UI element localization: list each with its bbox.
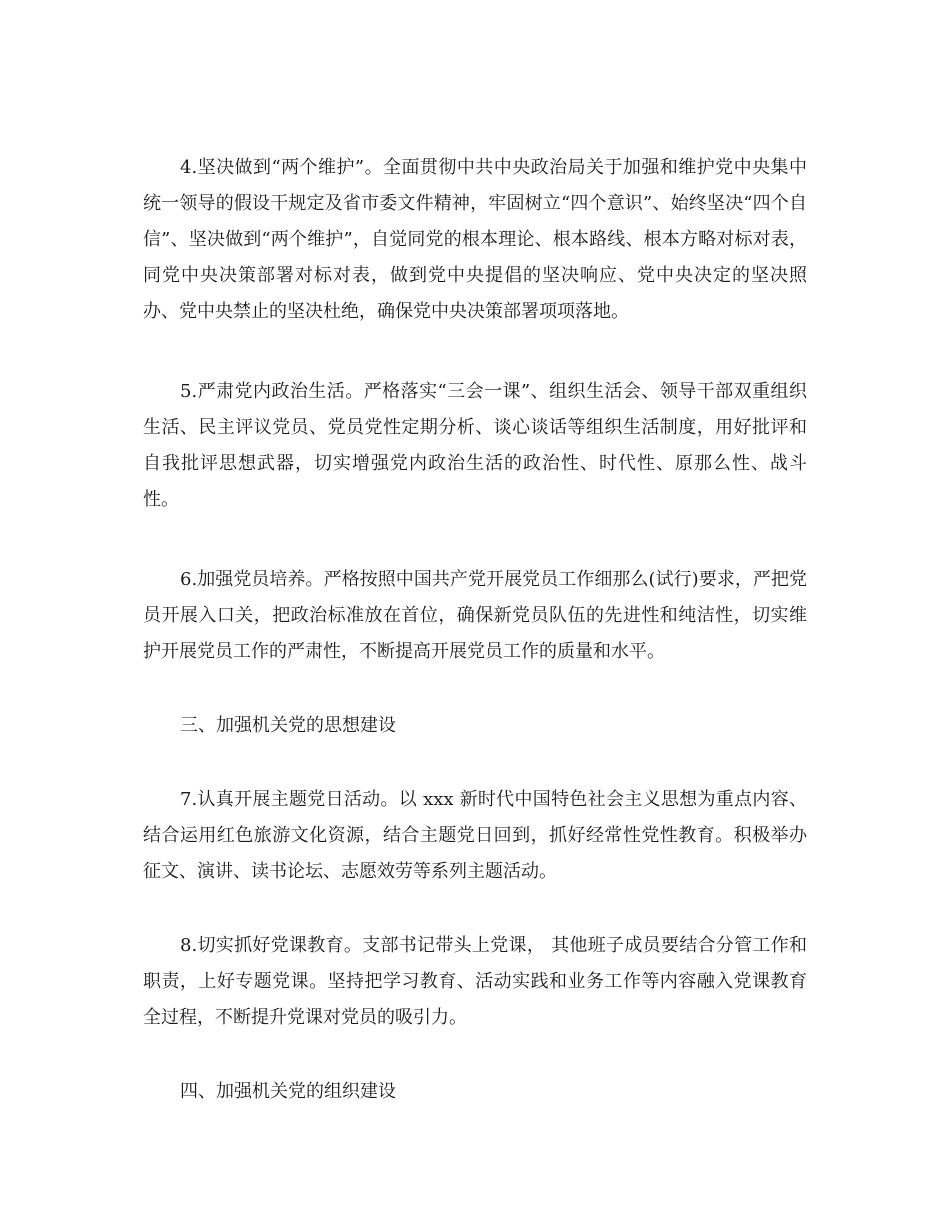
paragraph-gap bbox=[143, 330, 807, 374]
paragraph-gap bbox=[143, 518, 807, 562]
paragraph-item-7: 7.认真开展主题党日活动。以 xxx 新时代中国特色社会主义思想为重点内容、结合运用红色旅游文化资源，结合主题党日回到，抓好经常性党性教育。积极举办征文、演讲、读书论坛、志愿效劳等系列主题活动。 bbox=[143, 789, 807, 882]
document-body bbox=[143, 150, 807, 1110]
paragraph-item-5: 5.严肃党内政治生活。严格落实“三会一课”、组织生活会、领导干部双重组织生活、民主评议党员、党员党性定期分析、谈心谈话等组织生活制度，用好批评和自我批评思想武器，切实增强党内政治生活的政治性、时代性、原那么性、战斗性。 bbox=[143, 381, 807, 510]
paragraph-item-4: 4.坚决做到“两个维护”。全面贯彻中共中央政治局关于加强和维护党中央集中统一领导的假设干规定及省市委文件精神，牢固树立“四个意识”、始终坚决“四个自信”、坚决做到“两个维护”，自觉同党的根本理论、根本路线、根本方略对标对表，同党中央决策部署对标对表，做到党中央提倡的坚决响应、党中央决定的坚决照办、党中央禁止的坚决杜绝，确保党中央决策部署项项落地。 bbox=[143, 157, 807, 322]
paragraph-gap bbox=[143, 670, 807, 708]
section-heading-4: 四、加强机关党的组织建设 bbox=[180, 1081, 396, 1102]
paragraph-gap bbox=[143, 890, 807, 928]
paragraph-item-6: 6.加强党员培养。严格按照中国共产党开展党员工作细那么(试行)要求，严把党员开展入口关，把政治标准放在首位，确保新党员队伍的先进性和纯洁性，切实维护开展党员工作的严肃性，不断提高开展党员工作的质量和水平。 bbox=[143, 569, 807, 662]
section-heading-3: 三、加强机关党的思想建设 bbox=[180, 715, 396, 736]
paragraph-gap bbox=[143, 1036, 807, 1074]
paragraph-gap bbox=[143, 744, 807, 782]
paragraph-item-8: 8.切实抓好党课教育。支部书记带头上党课， 其他班子成员要结合分管工作和职责，上好专题党课。坚持把学习教育、活动实践和业务工作等内容融入党课教育全过程，不断提升党课对党员的吸引力。 bbox=[143, 935, 807, 1028]
